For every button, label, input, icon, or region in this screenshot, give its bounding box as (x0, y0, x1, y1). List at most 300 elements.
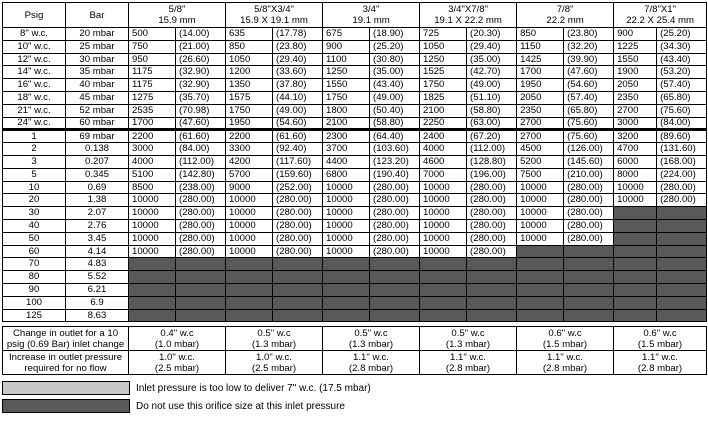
capacity-value: 5200 (517, 155, 564, 168)
capacity-kw: (23.80) (564, 28, 614, 41)
bar-cell: 3.45 (66, 232, 129, 245)
bar-cell: 2.07 (66, 207, 129, 220)
unavailable-cell (657, 271, 707, 284)
capacity-value: 1275 (129, 91, 176, 104)
unavailable-cell (129, 309, 176, 322)
unavailable-cell (517, 245, 564, 258)
bar-cell: 60 mbar (66, 117, 129, 130)
unavailable-cell (564, 271, 614, 284)
capacity-value: 2100 (420, 104, 467, 117)
change-row (3, 327, 707, 351)
capacity-kw: (65.80) (657, 91, 707, 104)
psig-cell: 40 (3, 219, 66, 232)
table-row (3, 181, 707, 194)
unavailable-cell (517, 283, 564, 296)
bar-cell: 4.83 (66, 258, 129, 271)
capacity-kw: (280.00) (564, 219, 614, 232)
capacity-kw: (49.00) (273, 104, 323, 117)
psig-cell: 50 (3, 232, 66, 245)
capacity-value: 10000 (323, 232, 370, 245)
size-dims: 15.9 mm (158, 15, 196, 26)
table-row (3, 143, 707, 156)
bar-cell: 8.63 (66, 309, 129, 322)
unavailable-cell (323, 271, 370, 284)
capacity-value: 1750 (323, 91, 370, 104)
table-body (3, 28, 707, 322)
unavailable-cell (129, 283, 176, 296)
change-mbar: (1.3 mbar) (251, 338, 297, 350)
bar-cell: 6.21 (66, 283, 129, 296)
capacity-value: 1750 (420, 79, 467, 92)
capacity-kw: (50.40) (370, 104, 420, 117)
change-wc: 0.4" w.c (160, 327, 194, 339)
unavailable-cell (467, 296, 517, 309)
capacity-value: 1900 (614, 66, 657, 79)
unavailable-cell (273, 258, 323, 271)
light-gray-swatch (2, 381, 130, 395)
capacity-value: 1175 (129, 66, 176, 79)
capacity-value: 7500 (517, 168, 564, 181)
capacity-kw: (39.90) (564, 53, 614, 66)
capacity-value: 10000 (129, 245, 176, 258)
bar-cell: 4.14 (66, 245, 129, 258)
capacity-value: 10000 (517, 181, 564, 194)
change-wc: 0.6" w.c (643, 327, 677, 339)
capacity-value: 4000 (129, 155, 176, 168)
capacity-kw: (25.20) (370, 40, 420, 53)
capacity-kw: (142.80) (176, 168, 226, 181)
unavailable-cell (129, 258, 176, 271)
change-mbar: (1.3 mbar) (348, 338, 394, 350)
capacity-kw: (280.00) (273, 194, 323, 207)
capacity-value: 1175 (129, 79, 176, 92)
capacity-kw: (280.00) (564, 207, 614, 220)
capacity-kw: (252.00) (273, 181, 323, 194)
outlet-change-table (2, 326, 707, 375)
psig-cell: 14" w.c. (3, 66, 66, 79)
bar-cell: 52 mbar (66, 104, 129, 117)
table-row (3, 117, 707, 130)
capacity-kw: (47.60) (564, 66, 614, 79)
capacity-kw: (280.00) (467, 219, 517, 232)
unavailable-cell (564, 258, 614, 271)
change-mbar: (1.3 mbar) (445, 338, 491, 350)
change-value (129, 327, 226, 351)
capacity-value: 4600 (420, 155, 467, 168)
table-row (3, 40, 707, 53)
capacity-kw: (280.00) (467, 232, 517, 245)
capacity-kw: (280.00) (176, 219, 226, 232)
capacity-kw: (280.00) (467, 194, 517, 207)
capacity-kw: (280.00) (176, 207, 226, 220)
capacity-kw: (34.30) (657, 40, 707, 53)
capacity-kw: (26.60) (176, 53, 226, 66)
capacity-kw: (280.00) (564, 232, 614, 245)
unavailable-cell (370, 271, 420, 284)
capacity-kw: (280.00) (467, 245, 517, 258)
capacity-value: 1525 (420, 66, 467, 79)
capacity-value: 3300 (226, 143, 273, 156)
capacity-value: 8000 (614, 168, 657, 181)
capacity-value: 10000 (420, 245, 467, 258)
capacity-kw: (117.60) (273, 155, 323, 168)
change-value (323, 327, 420, 351)
capacity-value: 10000 (129, 219, 176, 232)
unavailable-cell (226, 283, 273, 296)
unavailable-cell (564, 245, 614, 258)
increase-wc: 1.0" w.c. (159, 351, 195, 363)
capacity-chart (2, 2, 706, 416)
capacity-kw: (44.10) (273, 91, 323, 104)
psig-cell: 1 (3, 130, 66, 143)
size-label: 7/8" (556, 4, 574, 15)
capacity-value: 3000 (129, 143, 176, 156)
capacity-kw: (159.60) (273, 168, 323, 181)
capacity-value: 500 (129, 28, 176, 41)
size-label: 5/8"X3/4" (254, 4, 294, 15)
unavailable-cell (517, 296, 564, 309)
increase-mbar: (2.5 mbar) (154, 362, 200, 374)
bar-cell: 0.138 (66, 143, 129, 156)
capacity-kw: (145.60) (564, 155, 614, 168)
capacity-value: 10000 (517, 219, 564, 232)
change-label (3, 327, 129, 351)
capacity-value: 1575 (226, 91, 273, 104)
size-dims: 22.2 X 25.4 mm (626, 15, 694, 26)
capacity-value: 1950 (517, 79, 564, 92)
capacity-value: 1250 (420, 53, 467, 66)
size-label: 7/8"X1" (644, 4, 677, 15)
table-row (3, 232, 707, 245)
unavailable-cell (467, 271, 517, 284)
capacity-value: 10000 (517, 207, 564, 220)
increase-row (3, 351, 707, 375)
capacity-value: 10000 (323, 219, 370, 232)
unavailable-cell (129, 271, 176, 284)
table-row (3, 91, 707, 104)
legend-text: Inlet pressure is too low to deliver 7" w.c. (17.5 mbar) (136, 382, 371, 394)
bar-cell: 20 mbar (66, 28, 129, 41)
capacity-kw: (280.00) (370, 194, 420, 207)
capacity-kw: (14.00) (176, 28, 226, 41)
unavailable-cell (614, 271, 657, 284)
capacity-value: 7000 (420, 168, 467, 181)
capacity-value: 2535 (129, 104, 176, 117)
legend-text: Do not use this orifice size at this inlet pressure (136, 400, 345, 412)
capacity-value: 10000 (614, 194, 657, 207)
change-label-line: psig (0.69 Bar) inlet change (6, 338, 125, 350)
unavailable-cell (564, 309, 614, 322)
capacity-kw: (18.90) (370, 28, 420, 41)
capacity-kw: (23.80) (273, 40, 323, 53)
capacity-kw: (280.00) (273, 219, 323, 232)
capacity-kw: (131.60) (657, 143, 707, 156)
capacity-value: 10000 (420, 219, 467, 232)
unavailable-cell (614, 258, 657, 271)
capacity-kw: (29.40) (273, 53, 323, 66)
bar-cell: 25 mbar (66, 40, 129, 53)
unavailable-cell (564, 283, 614, 296)
capacity-kw: (65.80) (564, 104, 614, 117)
bar-cell: 69 mbar (66, 130, 129, 143)
capacity-kw: (280.00) (273, 207, 323, 220)
increase-value (517, 351, 614, 375)
unavailable-cell (614, 296, 657, 309)
psig-cell: 125 (3, 309, 66, 322)
increase-wc: 1.1" w.c. (547, 351, 583, 363)
table-row (3, 79, 707, 92)
capacity-kw: (280.00) (273, 245, 323, 258)
capacity-kw: (280.00) (564, 181, 614, 194)
table-row (3, 53, 707, 66)
change-mbar: (1.0 mbar) (154, 338, 200, 350)
capacity-kw: (75.60) (657, 104, 707, 117)
capacity-value: 10000 (517, 194, 564, 207)
capacity-value: 10000 (129, 194, 176, 207)
capacity-kw: (30.80) (370, 53, 420, 66)
unavailable-cell (370, 296, 420, 309)
capacity-value: 635 (226, 28, 273, 41)
unavailable-cell (226, 309, 273, 322)
unavailable-cell (176, 309, 226, 322)
capacity-kw: (17.78) (273, 28, 323, 41)
capacity-value: 1100 (323, 53, 370, 66)
capacity-value: 2100 (323, 117, 370, 130)
capacity-kw: (168.00) (657, 155, 707, 168)
table-row (3, 271, 707, 284)
capacity-value: 10000 (226, 219, 273, 232)
capacity-kw: (29.40) (467, 40, 517, 53)
unavailable-cell (517, 309, 564, 322)
capacity-value: 1250 (323, 66, 370, 79)
capacity-value: 2300 (323, 130, 370, 143)
change-mbar: (1.5 mbar) (637, 338, 683, 350)
unavailable-cell (614, 219, 657, 232)
capacity-value: 1200 (226, 66, 273, 79)
capacity-value: 10000 (420, 232, 467, 245)
table-row (3, 104, 707, 117)
capacity-value: 850 (226, 40, 273, 53)
change-mbar: (1.5 mbar) (542, 338, 588, 350)
capacity-value: 1700 (129, 117, 176, 130)
capacity-kw: (32.90) (176, 79, 226, 92)
capacity-kw: (280.00) (370, 232, 420, 245)
bar-cell: 0.345 (66, 168, 129, 181)
bar-cell: 40 mbar (66, 79, 129, 92)
size-header (226, 3, 323, 28)
increase-mbar: (2.8 mbar) (637, 362, 683, 374)
capacity-value: 1225 (614, 40, 657, 53)
psig-cell: 30 (3, 207, 66, 220)
capacity-value: 1050 (420, 40, 467, 53)
capacity-value: 950 (129, 53, 176, 66)
unavailable-cell (420, 283, 467, 296)
capacity-kw: (103.60) (370, 143, 420, 156)
bar-cell: 0.207 (66, 155, 129, 168)
unavailable-cell (176, 296, 226, 309)
capacity-kw: (280.00) (467, 207, 517, 220)
capacity-value: 1700 (517, 66, 564, 79)
capacity-value: 2200 (129, 130, 176, 143)
table-row (3, 296, 707, 309)
change-value (420, 327, 517, 351)
increase-mbar: (2.5 mbar) (251, 362, 297, 374)
unavailable-cell (517, 258, 564, 271)
capacity-value: 10000 (614, 181, 657, 194)
size-label: 3/4" (362, 4, 380, 15)
capacity-value: 3700 (323, 143, 370, 156)
capacity-kw: (21.00) (176, 40, 226, 53)
capacity-value: 10000 (226, 194, 273, 207)
capacity-kw: (43.40) (657, 53, 707, 66)
capacity-kw: (57.40) (564, 91, 614, 104)
psig-cell: 8" w.c. (3, 28, 66, 41)
psig-cell: 70 (3, 258, 66, 271)
capacity-value: 1150 (517, 40, 564, 53)
unavailable-cell (273, 309, 323, 322)
table-row (3, 309, 707, 322)
legend (2, 380, 706, 414)
psig-cell: 5 (3, 168, 66, 181)
capacity-value: 750 (129, 40, 176, 53)
capacity-value: 10000 (226, 207, 273, 220)
capacity-kw: (67.20) (467, 130, 517, 143)
change-wc: 0.6" w.c (548, 327, 582, 339)
capacity-kw: (61.60) (273, 130, 323, 143)
increase-wc: 1.0" w.c. (256, 351, 292, 363)
psig-cell: 3 (3, 155, 66, 168)
capacity-kw: (61.60) (176, 130, 226, 143)
capacity-value: 4000 (420, 143, 467, 156)
size-dims: 15.9 X 19.1 mm (240, 15, 308, 26)
increase-wc: 1.1" w.c. (450, 351, 486, 363)
capacity-value: 1550 (614, 53, 657, 66)
capacity-kw: (37.80) (273, 79, 323, 92)
capacity-kw: (32.90) (176, 66, 226, 79)
capacity-kw: (58.80) (467, 104, 517, 117)
size-dims: 19.1 mm (352, 15, 390, 26)
capacity-value: 4200 (226, 155, 273, 168)
capacity-value: 725 (420, 28, 467, 41)
capacity-kw: (25.20) (657, 28, 707, 41)
capacity-value: 4500 (517, 143, 564, 156)
capacity-kw: (47.60) (176, 117, 226, 130)
capacity-value: 1950 (226, 117, 273, 130)
unavailable-cell (657, 232, 707, 245)
capacity-value: 1550 (323, 79, 370, 92)
psig-cell: 10" w.c. (3, 40, 66, 53)
capacity-value: 10000 (129, 232, 176, 245)
change-wc: 0.5" w.c (257, 327, 291, 339)
capacity-kw: (280.00) (657, 194, 707, 207)
capacity-value: 2050 (517, 91, 564, 104)
dark-gray-swatch (2, 399, 130, 413)
capacity-value: 2700 (517, 117, 564, 130)
table-row (3, 194, 707, 207)
increase-value (420, 351, 517, 375)
unavailable-cell (226, 296, 273, 309)
table-row (3, 207, 707, 220)
increase-wc: 1.1" w.c. (353, 351, 389, 363)
capacity-value: 8500 (129, 181, 176, 194)
capacity-value: 2400 (420, 130, 467, 143)
capacity-value: 1425 (517, 53, 564, 66)
unavailable-cell (657, 258, 707, 271)
capacity-value: 1800 (323, 104, 370, 117)
capacity-kw: (128.80) (467, 155, 517, 168)
size-header (323, 3, 420, 28)
capacity-kw: (89.60) (657, 130, 707, 143)
bar-cell: 35 mbar (66, 66, 129, 79)
unavailable-cell (657, 219, 707, 232)
capacity-kw: (112.00) (467, 143, 517, 156)
capacity-kw: (92.40) (273, 143, 323, 156)
bar-cell: 1.38 (66, 194, 129, 207)
unavailable-cell (176, 258, 226, 271)
capacity-kw: (35.70) (176, 91, 226, 104)
unavailable-cell (614, 283, 657, 296)
capacity-kw: (126.00) (564, 143, 614, 156)
capacity-value: 6000 (614, 155, 657, 168)
table-row (3, 66, 707, 79)
table-row (3, 155, 707, 168)
bar-cell: 5.52 (66, 271, 129, 284)
capacity-value: 10000 (323, 245, 370, 258)
capacity-kw: (280.00) (657, 181, 707, 194)
capacity-kw: (238.00) (176, 181, 226, 194)
unavailable-cell (273, 296, 323, 309)
increase-label-line: Increase in outlet pressure (8, 351, 123, 363)
capacity-kw: (280.00) (564, 194, 614, 207)
unavailable-cell (614, 232, 657, 245)
capacity-value: 4400 (323, 155, 370, 168)
psig-cell: 2 (3, 143, 66, 156)
increase-value (226, 351, 323, 375)
capacity-kw: (210.00) (564, 168, 614, 181)
capacity-kw: (53.20) (657, 66, 707, 79)
unavailable-cell (176, 283, 226, 296)
header-row (3, 3, 707, 28)
table-row (3, 28, 707, 41)
increase-mbar: (2.8 mbar) (542, 362, 588, 374)
capacity-kw: (49.00) (467, 79, 517, 92)
unavailable-cell (657, 309, 707, 322)
capacity-value: 5700 (226, 168, 273, 181)
capacity-kw: (280.00) (370, 181, 420, 194)
capacity-value: 4700 (614, 143, 657, 156)
capacity-kw: (280.00) (176, 232, 226, 245)
psig-cell: 100 (3, 296, 66, 309)
unavailable-cell (467, 309, 517, 322)
change-wc: 0.5" w.c (451, 327, 485, 339)
capacity-kw: (280.00) (273, 232, 323, 245)
capacity-kw: (280.00) (370, 245, 420, 258)
capacity-kw: (75.60) (564, 130, 614, 143)
capacity-kw: (51.10) (467, 91, 517, 104)
bar-cell: 30 mbar (66, 53, 129, 66)
capacity-value: 10000 (323, 194, 370, 207)
capacity-value: 1750 (226, 104, 273, 117)
unavailable-cell (467, 283, 517, 296)
capacity-kw: (58.80) (370, 117, 420, 130)
capacity-kw: (280.00) (370, 219, 420, 232)
psig-cell: 12" w.c. (3, 53, 66, 66)
capacity-kw: (84.00) (657, 117, 707, 130)
capacity-value: 10000 (517, 232, 564, 245)
change-label-line: Change in outlet for a 10 (12, 327, 119, 339)
capacity-value: 10000 (226, 232, 273, 245)
change-wc: 0.5" w.c (354, 327, 388, 339)
